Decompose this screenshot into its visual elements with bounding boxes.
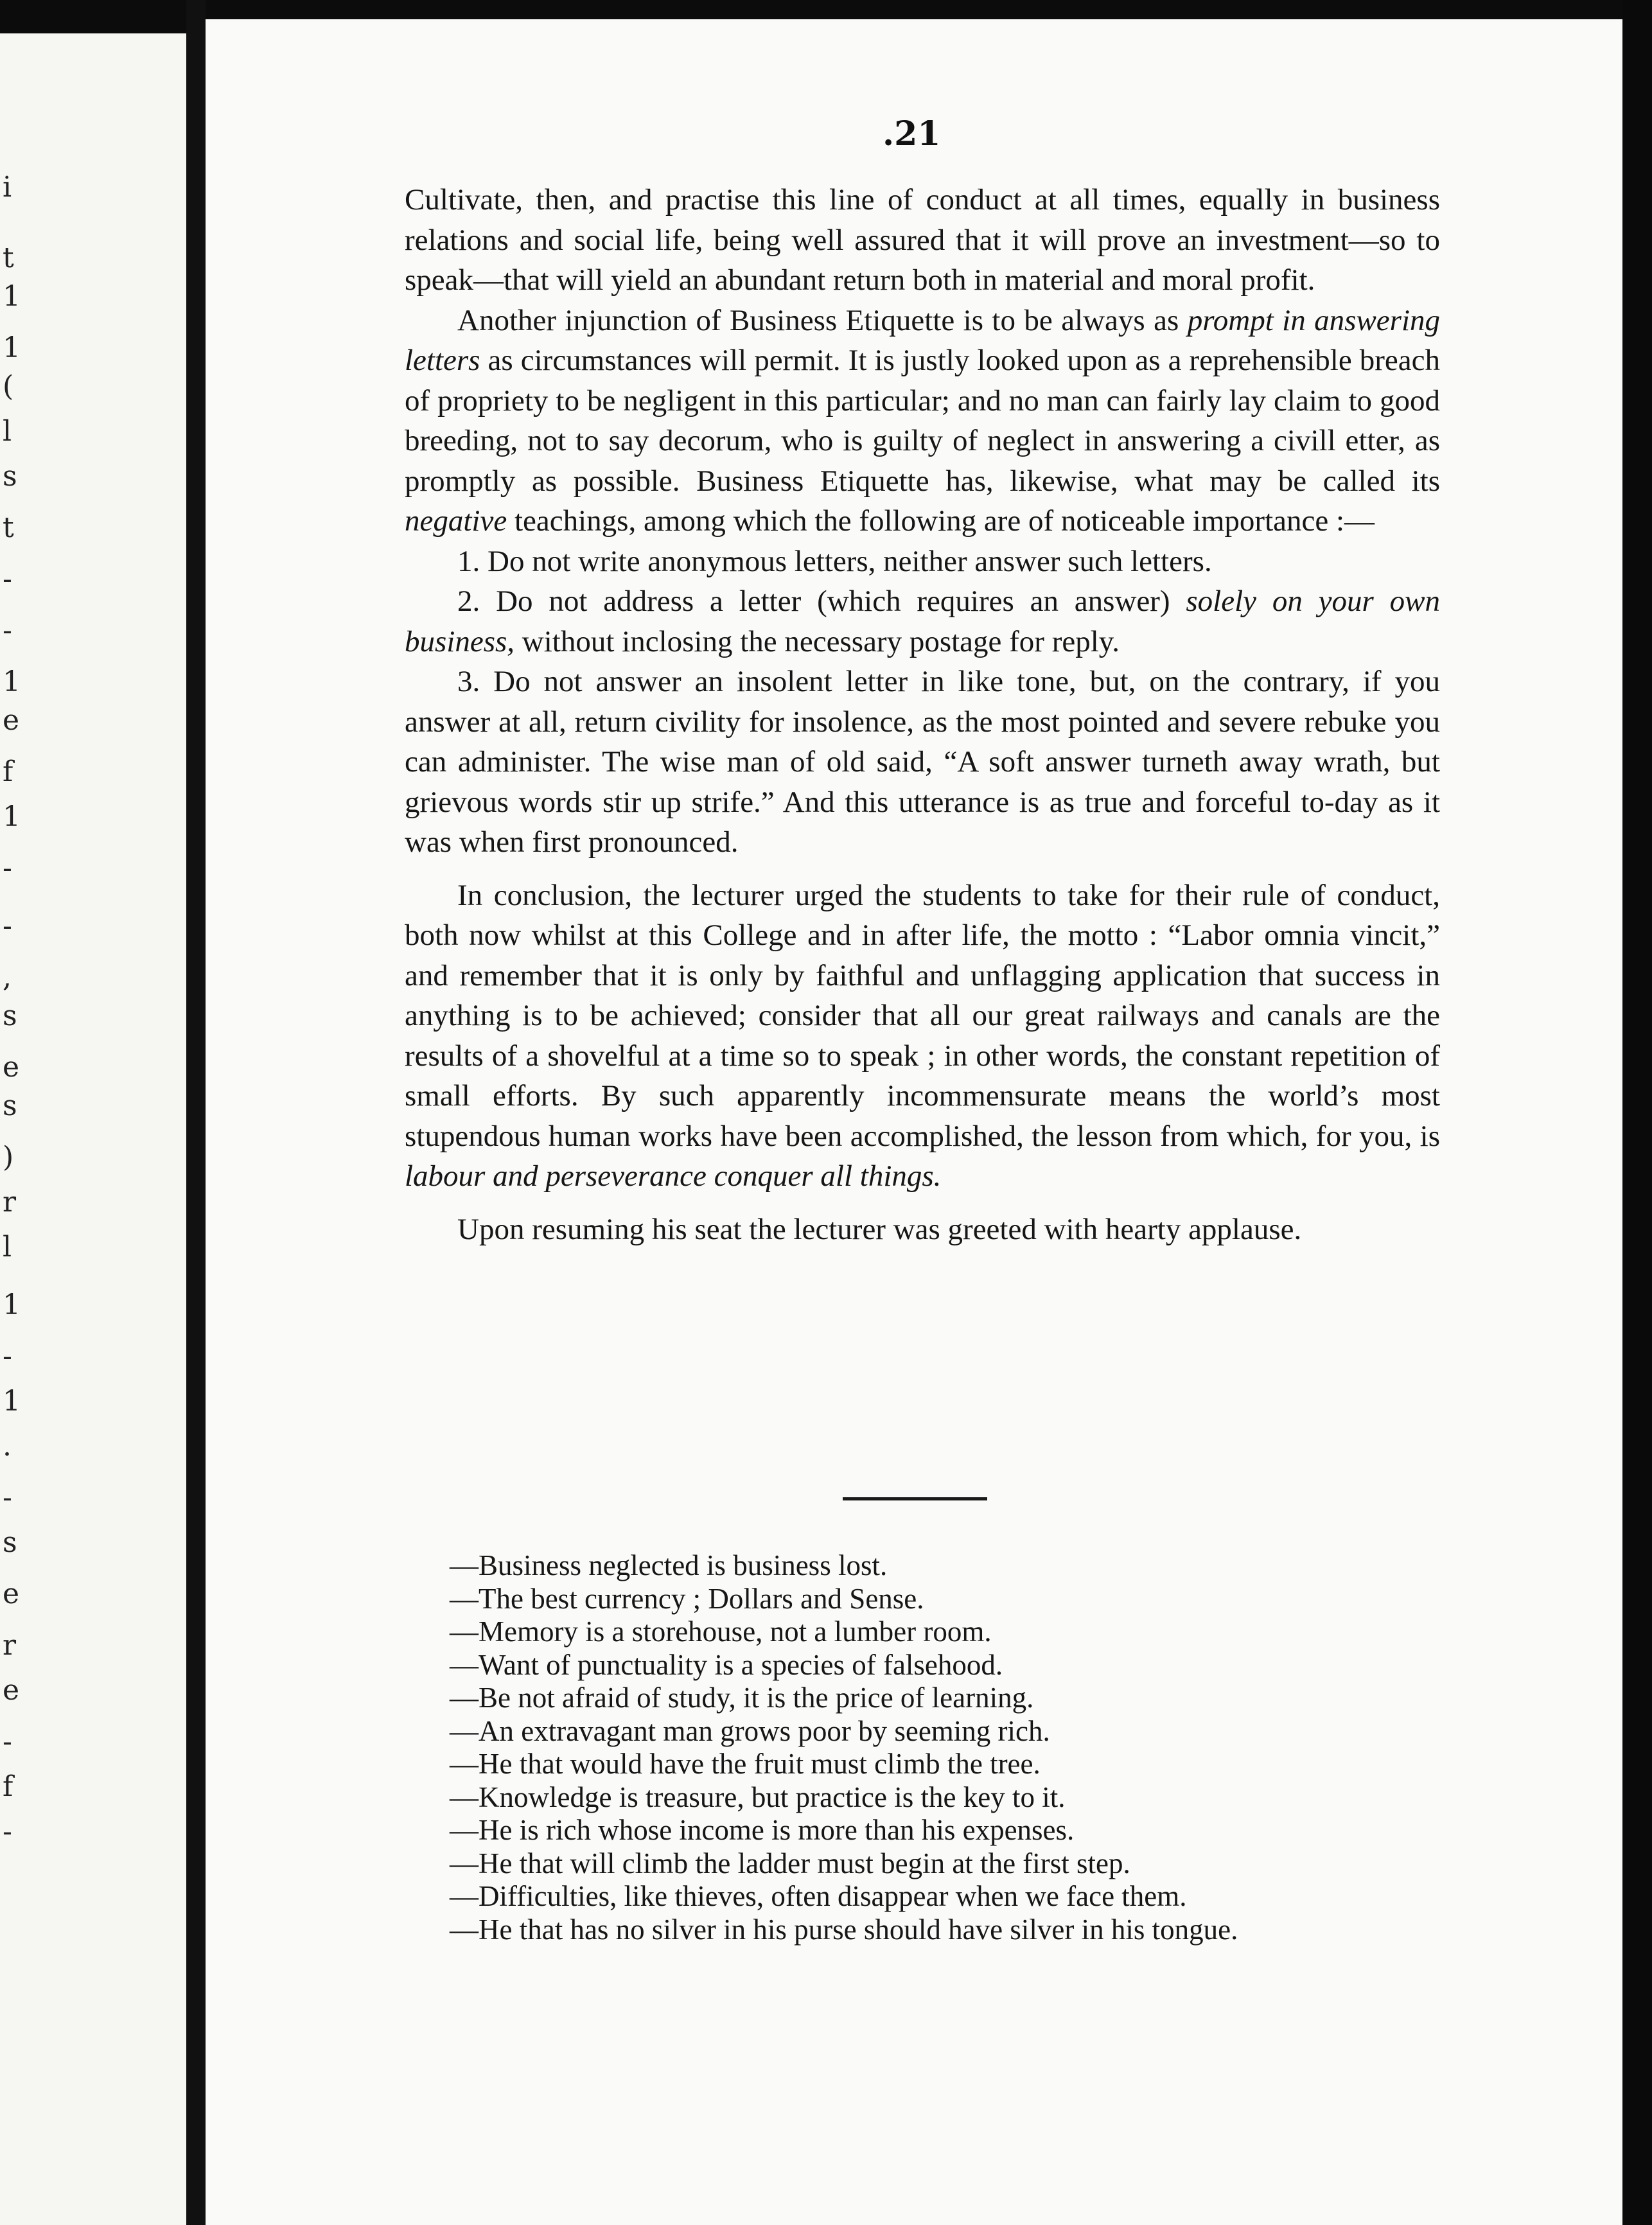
left-page-fragment: s [3,999,17,1032]
left-page-fragment: - [3,1481,12,1514]
maxim-item: —He that has no silver in his purse should have silver in his tongue. [450,1913,1238,1946]
scan-border [1622,0,1652,2225]
maxim-item: —He that will climb the ladder must begin at the first step. [450,1847,1130,1879]
maxim-item: —He is rich whose income is more than his expenses. [450,1814,1075,1846]
rule-three: 3. Do not answer an insolent letter in like tone, but, on the contrary, if you answer at all, return civility for insolence, as the most pointed and severe rebuke you can administer. The wise man of old said, “A soft answer turneth away wrath, but grievous words stir up strife.” And this utterance is as true and forceful to-day as it was when first pronounced. [405,665,1440,859]
section-divider [843,1497,987,1500]
left-page-fragment: - [3,614,12,647]
maxims-list [450,1549,1452,1946]
maxim-item: —The best currency ; Dollars and Sense. [450,1582,924,1615]
left-page-fragment: 1 [3,665,21,698]
left-page-fragment: 1 [3,800,21,833]
paragraph-conclusion: In conclusion, the lecturer urged the students to take for their rule of conduct, both now whilst at this College and in after life, the motto : “Labor omnia vincit,” and remember that it is only by faithful and unflagging application that success in anything is to be achieved; consider that all our great railways and canals are the results of a shovelful at a time so to speak ; in other words, the constant repetition of small efforts. By such apparently incommensurate means the world’s most stupendous human works have been accomplished, the lesson from which, for you, is labour and perseverance conquer all things. [405,878,1440,1193]
left-page-fragment: - [3,910,12,942]
body-text [405,180,1440,1249]
left-page-fragment: t [3,511,14,544]
maxim-item: —Business neglected is business lost. [450,1549,888,1581]
left-page-fragment: - [3,1340,12,1373]
left-page-fragment: r [3,1629,17,1662]
left-page-fragment: 1 [3,331,21,364]
left-page-fragment: s [3,1089,17,1122]
left-page-fragment: - [3,1815,12,1848]
maxim-item: —Difficulties, like thieves, often disappear when we face them. [450,1880,1187,1912]
left-page-fragment: t [3,242,14,274]
left-page-fragment: s [3,460,17,493]
left-page-fragment: ( [3,370,14,403]
left-page-fragment: - [3,852,12,884]
rule-two: 2. Do not address a letter (which requires an answer) solely on your own business, without inclosing the necessary postage for reply. [405,585,1440,658]
left-page-fragment: e [3,1674,20,1707]
paragraph-injunction: Another injunction of Business Etiquette is to be always as prompt in answering letters as circumstances will permit. It is justly looked upon as a reprehensible breach of propriety to be negligent in this particular; and no man can fairly lay claim to good breeding, not to say decorum, who is guilty of neglect in answering a civill etter, as promptly as possible. Business Etiquette has, likewise, what may be called its negative teachings, among which the following are of noticeable importance :— [405,303,1440,538]
left-page-fragment: r [3,1186,17,1218]
rule-one: 1. Do not write anonymous letters, neither answer such letters. [457,544,1212,578]
book-gutter [186,0,206,2225]
left-page-fragment: ) [3,1141,14,1174]
left-page-fragment: . [3,1430,12,1463]
paragraph-cultivate: Cultivate, then, and practise this line of conduct at all times, equally in business relations and social life, being well assured that it will prove an investment—so to speak—that will yield an abundant return both in material and moral profit. [405,183,1440,297]
left-page-fragment: e [3,1578,20,1610]
left-page-fragment: f [3,755,13,788]
left-page-edge [0,33,186,2225]
maxim-item: —An extravagant man grows poor by seeming rich. [450,1714,1050,1747]
left-page-fragment: l [3,415,12,448]
left-page-fragment: , [3,961,12,994]
maxim-item: —Knowledge is treasure, but practice is the key to it. [450,1781,1066,1813]
left-page-fragment: i [3,171,12,204]
left-page-fragment: 1 [3,1288,21,1321]
left-page-fragment: l [3,1231,12,1263]
paragraph-closing: Upon resuming his seat the lecturer was greeted with hearty applause. [457,1212,1302,1246]
left-page-fragment: e [3,704,20,737]
page-number: .21 [883,114,941,154]
maxim-item: —He that would have the fruit must climb the tree. [450,1748,1041,1780]
left-page-fragment: 1 [3,1385,21,1418]
left-page-fragment: f [3,1770,13,1803]
maxim-item: —Be not afraid of study, it is the price of learning. [450,1682,1034,1714]
left-page-fragment: - [3,563,12,595]
left-page-fragment: 1 [3,280,21,313]
left-page-fragment: s [3,1526,17,1559]
left-page-fragment: - [3,1725,12,1758]
maxim-item: —Want of punctuality is a species of falsehood. [450,1648,1003,1681]
left-page-fragment: e [3,1051,20,1084]
maxim-item: —Memory is a storehouse, not a lumber room. [450,1615,992,1648]
